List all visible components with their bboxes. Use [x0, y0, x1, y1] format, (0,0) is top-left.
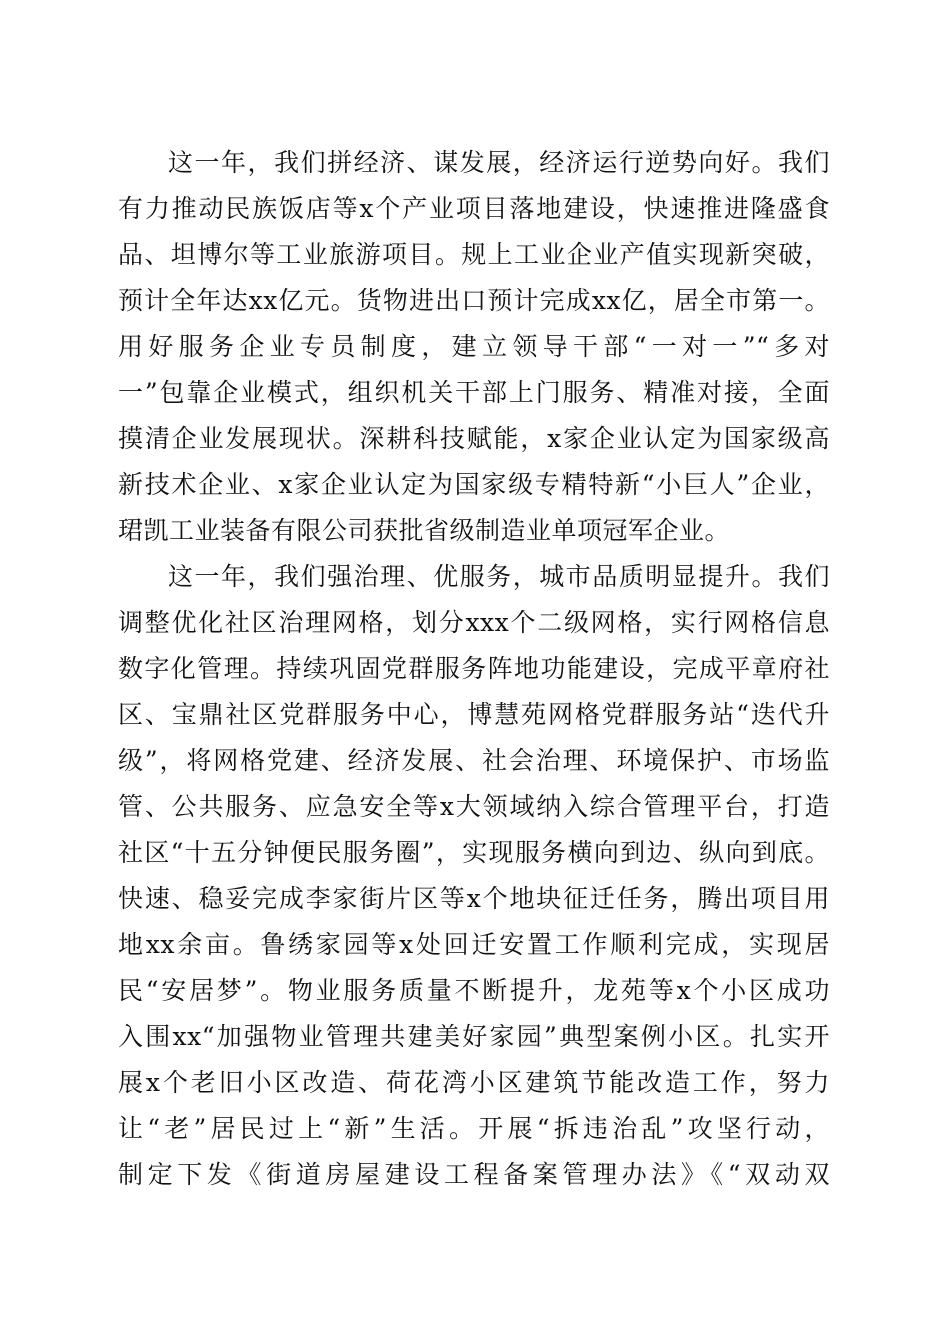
- paragraph-line: 区、宝鼎社区党群服务中心，博慧苑网格党群服务站“迭代升: [118, 700, 830, 729]
- paragraph-line: 社区“十五分钟便民服务圈”，实现服务横向到边、纵向到底。: [118, 838, 830, 867]
- paragraph-line: 品、坦博尔等工业旅游项目。规上工业企业产值实现新突破，: [118, 240, 830, 269]
- paragraph-line: 让“老”居民过上“新”生活。开展“拆违治乱”攻坚行动，: [118, 1114, 830, 1143]
- paragraph-line: 这一年，我们强治理、优服务，城市品质明显提升。我们: [168, 562, 830, 591]
- paragraph-line: 数字化管理。持续巩固党群服务阵地功能建设，完成平章府社: [118, 654, 830, 683]
- paragraph-line: 管、公共服务、应急安全等x大领域纳入综合管理平台，打造: [118, 792, 830, 821]
- paragraph-line: 摸清企业发展现状。深耕科技赋能，x家企业认定为国家级高: [118, 424, 830, 453]
- paragraph-line: 展x个老旧小区改造、荷花湾小区建筑节能改造工作，努力: [118, 1068, 830, 1097]
- paragraph-line: 用好服务企业专员制度，建立领导干部“一对一”“多对: [118, 332, 830, 361]
- paragraph-line: 级”，将网格党建、经济发展、社会治理、环境保护、市场监: [118, 746, 830, 775]
- paragraph-economy: [118, 140, 830, 554]
- paragraph-line: 有力推动民族饭店等x个产业项目落地建设，快速推进隆盛食: [118, 194, 830, 223]
- paragraph-line: 珺凯工业装备有限公司获批省级制造业单项冠军企业。: [118, 516, 731, 545]
- paragraph-line: 民“安居梦”。物业服务质量不断提升，龙苑等x个小区成功: [118, 976, 830, 1005]
- paragraph-line: 快速、稳妥完成李家街片区等x个地块征迁任务，腾出项目用: [118, 884, 830, 913]
- paragraph-line: 新技术企业、x家企业认定为国家级专精特新“小巨人”企业，: [118, 470, 830, 499]
- paragraph-line: 地xx余亩。鲁绣家园等x处回迁安置工作顺利完成，实现居: [118, 930, 830, 959]
- paragraph-line: 调整优化社区治理网格，划分xxx个二级网格，实行网格信息: [118, 608, 830, 637]
- paragraph-line: 一”包靠企业模式，组织机关干部上门服务、精准对接，全面: [118, 378, 830, 407]
- paragraph-line: 入围xx“加强物业管理共建美好家园”典型案例小区。扎实开: [118, 1022, 830, 1051]
- paragraph-line: 制定下发《街道房屋建设工程备案管理办法》《“双动双: [118, 1160, 830, 1189]
- document-body: [118, 140, 830, 1198]
- paragraph-line: 预计全年达xx亿元。货物进出口预计完成xx亿，居全市第一。: [118, 286, 830, 315]
- paragraph-line: 这一年，我们拼经济、谋发展，经济运行逆势向好。我们: [168, 148, 830, 177]
- paragraph-governance: [118, 554, 830, 1198]
